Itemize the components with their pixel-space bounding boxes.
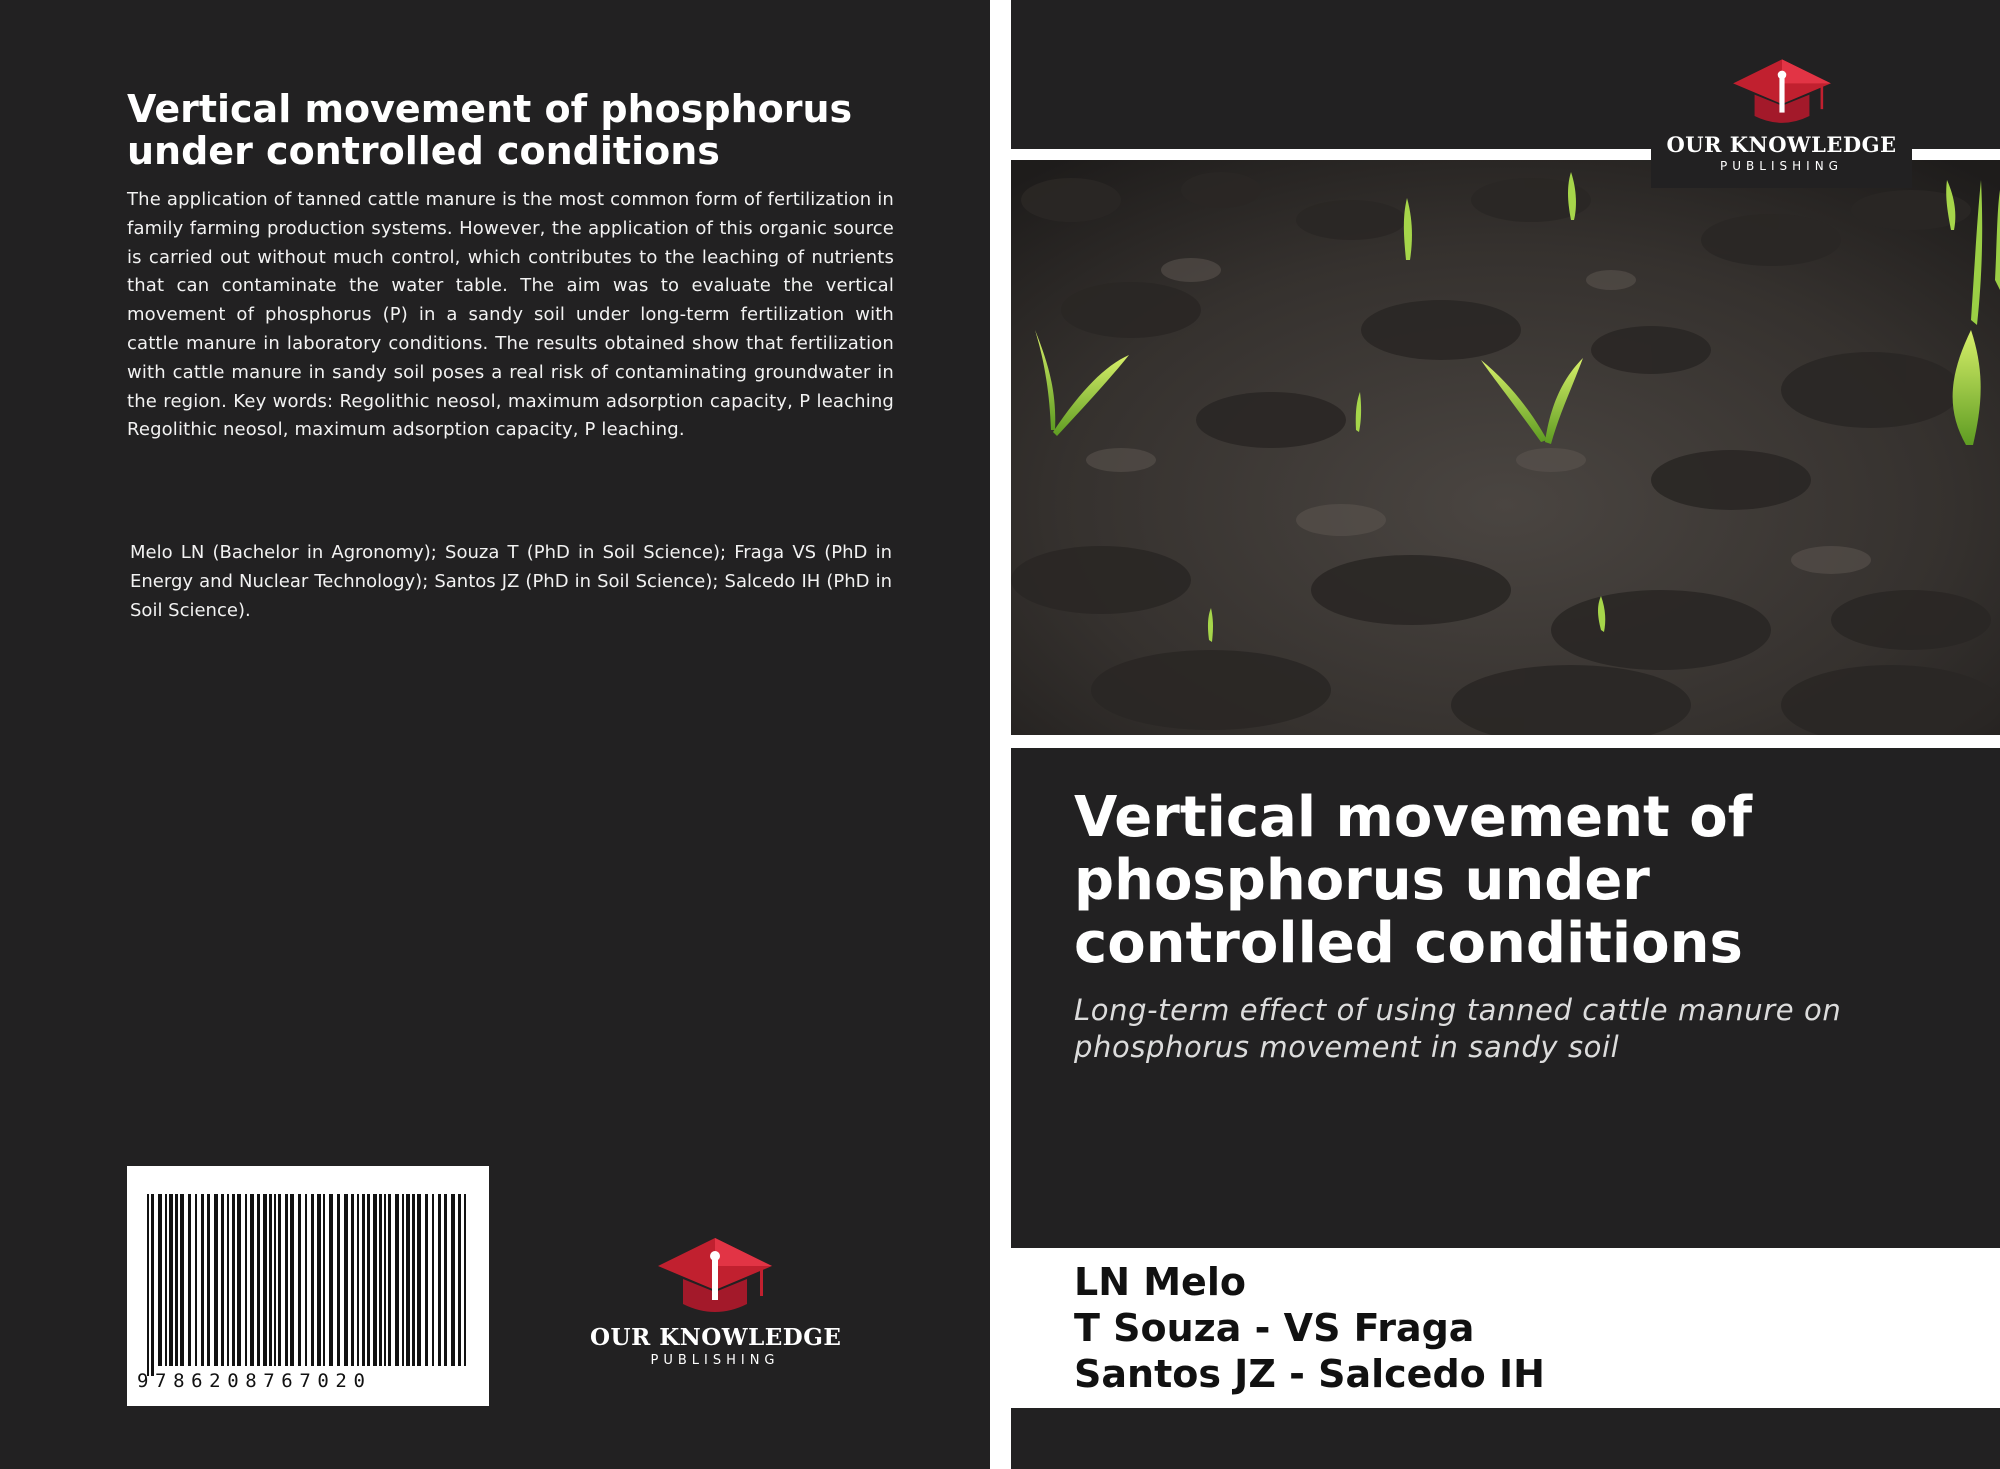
barcode-digits: 9786208767020 bbox=[137, 1370, 372, 1392]
barcode-bar bbox=[214, 1194, 218, 1366]
graduation-cap-icon bbox=[650, 1234, 780, 1318]
barcode-bar bbox=[195, 1194, 197, 1366]
barcode-bar bbox=[458, 1194, 461, 1366]
barcode-bar bbox=[357, 1194, 359, 1366]
title-panel bbox=[1011, 748, 2000, 1248]
author-line: T Souza - VS Fraga bbox=[1074, 1306, 1475, 1350]
front-publisher-logo bbox=[1651, 56, 1912, 173]
barcode-bar bbox=[337, 1194, 340, 1366]
barcode-bar bbox=[417, 1194, 421, 1366]
barcode-bar bbox=[227, 1194, 229, 1366]
back-cover-author-bio: Melo LN (Bachelor in Agronomy); Souza T (PhD in Soil Science); Fraga VS (PhD in Energy and Nuclear Technology); Santos JZ (PhD in Soil Science); Salcedo IH (PhD in Soil Science). bbox=[130, 542, 892, 621]
barcode-bar bbox=[402, 1194, 404, 1366]
barcode-bar bbox=[147, 1194, 149, 1376]
author-line: LN Melo bbox=[1074, 1260, 1246, 1304]
barcode-bar bbox=[388, 1194, 391, 1366]
barcode-bar bbox=[245, 1194, 247, 1366]
barcode-bar bbox=[432, 1194, 434, 1366]
author-line: Santos JZ - Salcedo IH bbox=[1074, 1352, 1545, 1396]
barcode-bar bbox=[305, 1194, 307, 1366]
barcode-bar bbox=[412, 1194, 415, 1366]
bottom-band bbox=[1011, 1408, 2000, 1469]
barcode-bar bbox=[290, 1194, 294, 1366]
barcode-bar bbox=[311, 1194, 314, 1366]
front-cover-subtitle: Long-term effect of using tanned cattle manure on phosphorus movement in sandy soil bbox=[1074, 993, 1842, 1064]
barcode-bar bbox=[379, 1194, 382, 1366]
barcode-bar bbox=[250, 1194, 254, 1366]
publisher-tagline: PUBLISHING bbox=[650, 1353, 780, 1368]
spine bbox=[990, 0, 1011, 1469]
barcode-bar bbox=[237, 1194, 241, 1366]
front-cover-title: Vertical movement of phosphorus under controlled conditions bbox=[1074, 785, 1753, 976]
barcode-bar bbox=[221, 1194, 224, 1366]
barcode-bar bbox=[373, 1194, 377, 1366]
graduation-cap-icon bbox=[1726, 56, 1838, 128]
barcode-bar bbox=[201, 1194, 204, 1366]
barcode-bar bbox=[438, 1194, 441, 1366]
barcode-bar bbox=[344, 1194, 348, 1366]
front-cover-authors bbox=[1074, 1259, 1974, 1397]
barcode-bar bbox=[165, 1194, 167, 1366]
back-cover-title: Vertical movement of phosphorus under controlled conditions bbox=[127, 87, 853, 173]
barcode-bar bbox=[207, 1194, 210, 1366]
barcode-bar bbox=[263, 1194, 267, 1366]
barcode-bar bbox=[298, 1194, 301, 1366]
barcode-bar bbox=[323, 1194, 325, 1366]
front-cover bbox=[1011, 0, 2000, 1469]
publisher-tagline: PUBLISHING bbox=[1720, 159, 1843, 173]
barcode-bar bbox=[232, 1194, 235, 1366]
barcode-bar bbox=[406, 1194, 410, 1366]
barcode-bar bbox=[395, 1194, 399, 1366]
barcode-bar bbox=[351, 1194, 354, 1366]
barcode-bar bbox=[269, 1194, 272, 1366]
cover-photo-sprouts bbox=[1011, 160, 2000, 735]
back-cover bbox=[0, 0, 990, 1469]
barcode-bar bbox=[444, 1194, 447, 1366]
barcode-bar bbox=[329, 1194, 333, 1366]
barcode-bar bbox=[317, 1194, 321, 1366]
publisher-name: OUR KNOWLEDGE bbox=[1666, 132, 1897, 157]
barcode-bar bbox=[180, 1194, 184, 1366]
back-cover-abstract: The application of tanned cattle manure is the most common form of fertilization in family farming production systems. However, the application of this organic source is carried out without much control, which contributes to the leaching of nutrients that can contaminate the water table. The aim was to evaluate the vertical movement of phosphorus (P) in a sandy soil under long-term fertilization with cattle manure in laboratory conditions. The results obtained show that fertilization with cattle manure in sandy soil poses a real risk of contaminating groundwater in the region. Key words: Regolithic neosol, maximum adsorption capacity, P leaching Regolithic neosol, maximum adsorption capacity, P leaching. bbox=[127, 189, 894, 441]
barcode-bar bbox=[158, 1194, 162, 1366]
barcode-bar bbox=[151, 1194, 154, 1376]
barcode-bar bbox=[169, 1194, 173, 1366]
publisher-name: OUR KNOWLEDGE bbox=[590, 1324, 842, 1351]
barcode-bar bbox=[362, 1194, 365, 1366]
barcode-bar bbox=[464, 1194, 466, 1366]
barcode-bar bbox=[285, 1194, 288, 1366]
back-publisher-logo bbox=[590, 1234, 840, 1368]
barcode-bar bbox=[175, 1194, 178, 1366]
isbn-barcode bbox=[127, 1166, 489, 1406]
barcode-bar bbox=[384, 1194, 386, 1366]
barcode-bar bbox=[425, 1194, 428, 1366]
barcode-bar bbox=[451, 1194, 455, 1366]
soil-sprout-image bbox=[1011, 160, 2000, 735]
barcode-bar bbox=[367, 1194, 370, 1366]
barcode-bar bbox=[188, 1194, 191, 1366]
barcode-bar bbox=[278, 1194, 281, 1366]
barcode-bar bbox=[257, 1194, 260, 1366]
barcode-bar bbox=[274, 1194, 276, 1366]
